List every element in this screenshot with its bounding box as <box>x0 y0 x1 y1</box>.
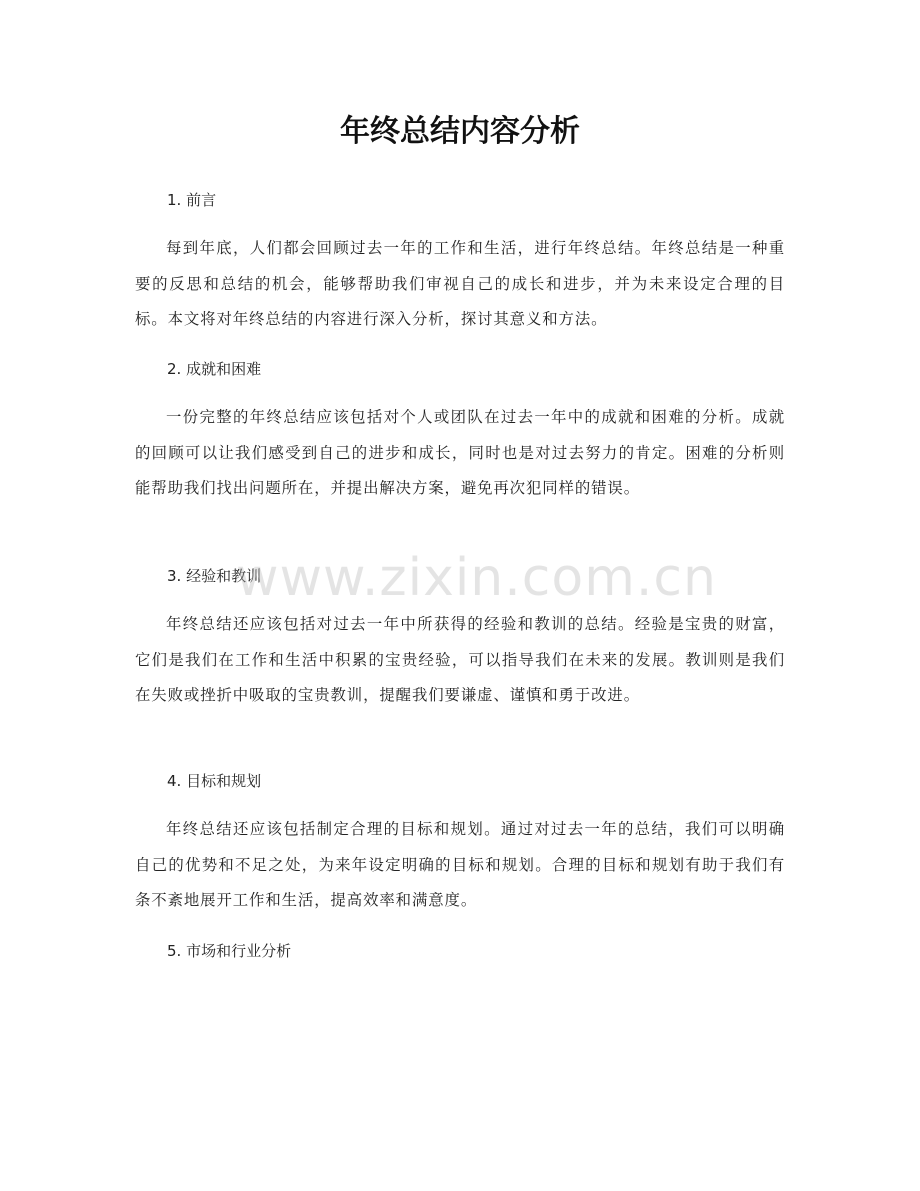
section-heading-market: 5. 市场和行业分析 <box>167 942 292 960</box>
section-heading-preface: 1. 前言 <box>167 191 217 209</box>
watermark: www.zixin.com.cn <box>236 548 717 608</box>
section-heading-goals: 4. 目标和规划 <box>167 772 262 790</box>
section-body-achievements: 一份完整的年终总结应该包括对个人或团队在过去一年中的成就和困难的分析。成就的回顾可以让我们感受到自己的进步和成长，同时也是对过去努力的肯定。困难的分析则能帮助我们找出问题所在，并提出解决方案，避免再次犯同样的错误。 <box>135 408 785 497</box>
section-body-lessons: 年终总结还应该包括对过去一年中所获得的经验和教训的总结。经验是宝贵的财富，它们是我们在工作和生活中积累的宝贵经验，可以指导我们在未来的发展。教训则是我们在失败或挫折中吸取的宝贵教训，提醒我们要谦虚、谨慎和勇于改进。 <box>135 615 785 704</box>
section-body-preface: 每到年底，人们都会回顾过去一年的工作和生活，进行年终总结。年终总结是一种重要的反思和总结的机会，能够帮助我们审视自己的成长和进步，并为未来设定合理的目标。本文将对年终总结的内容进行深入分析，探讨其意义和方法。 <box>135 239 785 328</box>
document-title: 年终总结内容分析 <box>340 114 580 149</box>
section-heading-achievements: 2. 成就和困难 <box>167 360 262 378</box>
section-heading-lessons: 3. 经验和教训 <box>167 567 262 585</box>
section-body-goals: 年终总结还应该包括制定合理的目标和规划。通过对过去一年的总结，我们可以明确自己的优势和不足之处，为来年设定明确的目标和规划。合理的目标和规划有助于我们有条不紊地展开工作和生活，提高效率和满意度。 <box>135 820 785 909</box>
